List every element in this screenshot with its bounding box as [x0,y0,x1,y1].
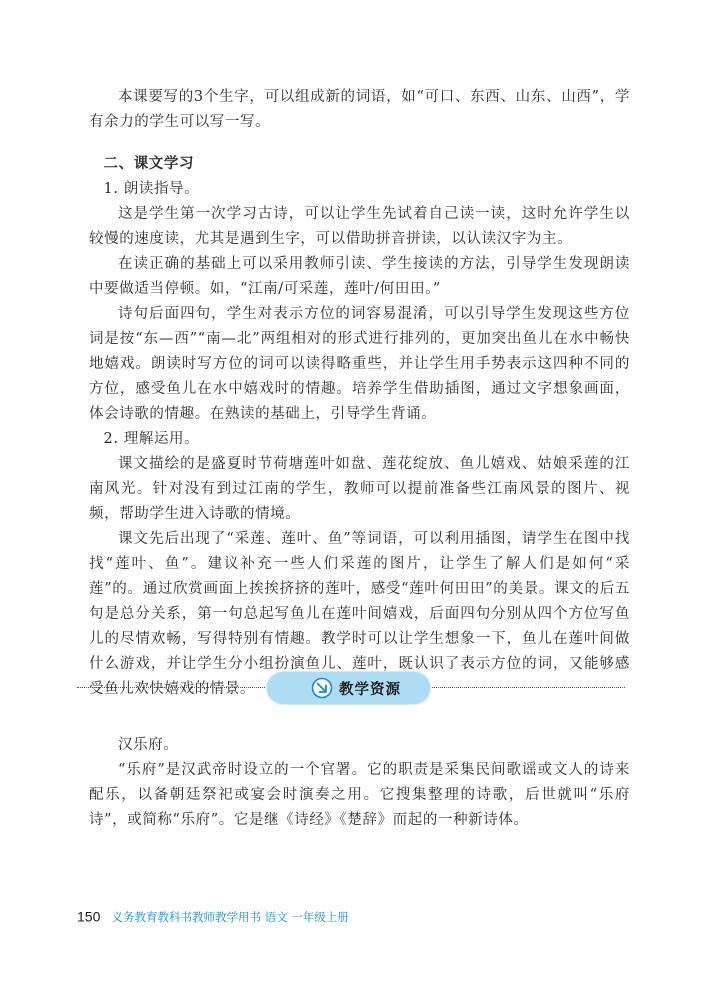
page-footer [77,906,349,926]
resource-section [89,733,630,833]
section-heading: 二、课文学习 [103,156,195,172]
paragraph: 这是学生第一次学习古诗，可以让学生先试着自己读一读，这时允许学生以较慢的速度读，尤其是遇到生字，可以借助拼音拼读，以认读汉字为主。 [89,206,630,247]
paragraph: 课文先后出现了“采莲、莲叶、鱼”等词语，可以利用插图，请学生在图中找找“莲叶、鱼”。建议补充一些人们采莲的图片，让学生了解人们是如何“采莲”的。通过欣赏画面上挨挨挤挤的莲叶，感受“莲叶何田田”的美景。课文的后五句是总分关系，第一句总起写鱼儿在莲叶间嬉戏，后面四句分别从四个方位写鱼儿的尽情欢畅，写得特别有情趣。教学时可以让学生想象一下，鱼儿在莲叶间做什么游戏，并让学生分小组扮演鱼儿、莲叶，既认识了表示方位的词，又能够感受鱼儿欢快嬉戏的情景。 [89,531,630,697]
arrow-down-right-icon [311,677,333,699]
intro-section [89,85,630,135]
paragraph: 在读正确的基础上可以采用教师引读、学生接读的方法，引导学生发现朗读中要做适当停顿。如，“江南/可采莲，莲叶/何田田。” [89,256,630,297]
resource-paragraph: “乐府”是汉武帝时设立的一个官署。它的职责是采集民间歌谣或文人的诗来配乐，以备朝廷祭祀或宴会时演奏之用。它搜集整理的诗歌，后世就叫“乐府诗”，或简称“乐府”。它是继《诗经》《楚辞》而起的一种新诗体。 [89,762,630,828]
intro-paragraph: 本课要写的3个生字，可以组成新的词语，如“可口、东西、山东、山西”，学有余力的学生可以写一写。 [89,89,630,130]
resource-divider [77,672,625,704]
teaching-resource-badge [267,672,430,704]
book-title: 义务教育教科书教师教学用书 语文 一年级上册 [111,909,349,924]
subsection-title-application: 2. 理解运用。 [103,431,200,447]
resource-title: 汉乐府。 [118,737,179,753]
subsection-title-reading: 1. 朗读指导。 [103,181,200,197]
badge-label: 教学资源 [339,682,401,698]
paragraph: 课文描绘的是盛夏时节荷塘莲叶如盘、莲花绽放、鱼儿嬉戏、姑娘采莲的江南风光。针对没有到过江南的学生，教师可以提前准备些江南风景的图片、视频，帮助学生进入诗歌的情境。 [89,456,630,522]
paragraph: 诗句后面四句，学生对表示方位的词容易混淆，可以引导学生发现这些方位词是按“东—西”“南—北”两组相对的形式进行排列的，更加突出鱼儿在水中畅快地嬉戏。朗读时写方位的词可以读得略重些，并让学生用手势表示这四种不同的方位，感受鱼儿在水中嬉戏时的情趣。培养学生借助插图，通过文字想象画面，体会诗歌的情趣。在熟读的基础上，引导学生背诵。 [89,306,630,422]
page-number: 150 [77,908,101,925]
study-section [89,152,630,702]
